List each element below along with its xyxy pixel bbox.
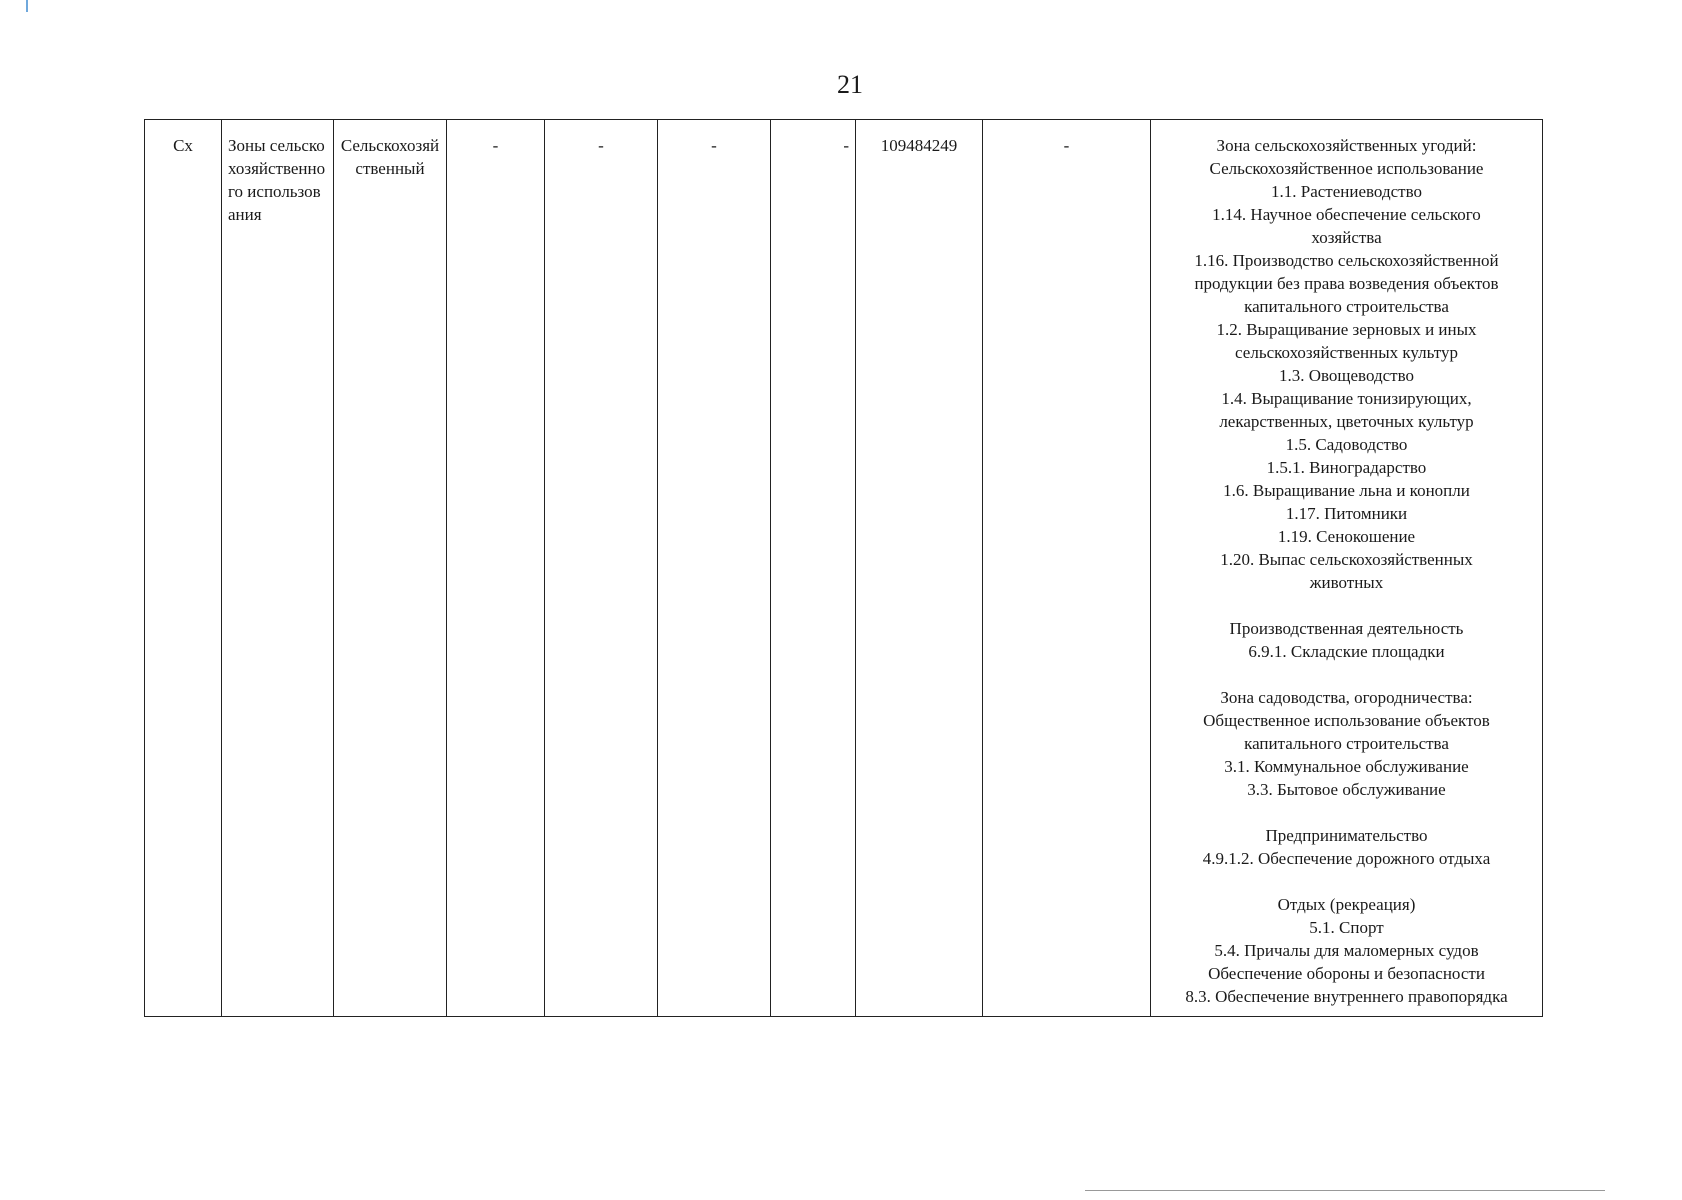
permitted-use-line: продукции без права возведения объектов [1194,274,1499,293]
permitted-use-line: 5.1. Спорт [1309,918,1384,937]
permitted-use-line: капитального строительства [1244,734,1449,753]
permitted-use-line: 3.3. Бытовое обслуживание [1247,780,1446,799]
permitted-use-line: Зона садоводства, огородничества: [1220,688,1473,707]
permitted-use-group [1157,617,1536,663]
table-cell-5: - [545,120,658,1017]
permitted-use-group [1157,686,1536,801]
permitted-use-group [1157,134,1536,594]
permitted-use-line: 1.4. Выращивание тонизирующих, [1221,389,1472,408]
permitted-use-line: 1.1. Растениеводство [1271,182,1422,201]
permitted-use-line: сельскохозяйственных культур [1235,343,1458,362]
permitted-use-line: 1.17. Питомники [1285,504,1408,523]
permitted-use-line: Общественное использование объектов [1203,711,1490,730]
permitted-use-line: 3.1. Коммунальное обслуживание [1224,757,1469,776]
permitted-use-line: Производственная деятельность [1229,619,1464,638]
table-cell-7: - [771,120,856,1017]
permitted-use-line: Отдых (рекреация) [1277,895,1416,914]
permitted-use-line: 1.3. Овощеводство [1278,366,1415,385]
scan-corner-mark [26,0,28,12]
permitted-use-line: Предпринимательство [1265,826,1428,845]
table-row [145,120,1543,1017]
permitted-use-line: животных [1309,573,1384,592]
permitted-use-line: 4.9.1.2. Обеспечение дорожного отдыха [1202,849,1491,868]
permitted-use-line: Сельскохозяйственное использование [1209,159,1484,178]
permitted-use-group [1157,824,1536,870]
permitted-use-line: 1.5. Садоводство [1285,435,1408,454]
permitted-use-line: капитального строительства [1244,297,1449,316]
zone-name-cell: Зоны сельскохозяйственного использования [222,120,334,1017]
table-cell-4: - [447,120,545,1017]
permitted-uses-cell [1151,120,1543,1017]
permitted-use-line: 1.5.1. Виноградарство [1266,458,1427,477]
permitted-use-line: 1.6. Выращивание льна и конопли [1223,481,1470,500]
zoning-table [144,119,1543,1017]
permitted-use-line: 1.2. Выращивание зерновых и иных [1216,320,1477,339]
table-cell-9: - [983,120,1151,1017]
permitted-use-line: 1.16. Производство сельскохозяйственной [1194,251,1499,270]
permitted-use-line: Обеспечение обороны и безопасности [1208,964,1485,983]
zone-code-cell: Сх [145,120,222,1017]
permitted-use-line: лекарственных, цветочных культур [1219,412,1474,431]
permitted-uses-list [1157,134,1536,1008]
permitted-use-line: 1.20. Выпас сельскохозяйственных [1220,550,1473,569]
table-cell-6: - [658,120,771,1017]
permitted-use-line: 1.19. Сенокошение [1277,527,1416,546]
scan-bottom-rule [1085,1190,1605,1191]
permitted-use-group [1157,893,1536,1008]
permitted-use-line: 5.4. Причалы для маломерных судов [1214,941,1479,960]
zone-type-cell: Сельскохозяйственный [334,120,447,1017]
permitted-use-line: 1.14. Научное обеспечение сельского [1212,205,1481,224]
permitted-use-line: хозяйства [1311,228,1382,247]
zone-area-cell: 109484249 [856,120,983,1017]
page-number: 21 [837,70,863,99]
permitted-use-line: Зона сельскохозяйственных угодий: [1216,136,1477,155]
permitted-use-line: 8.3. Обеспечение внутреннего правопорядка [1185,987,1508,1006]
permitted-use-line: 6.9.1. Складские площадки [1248,642,1445,661]
